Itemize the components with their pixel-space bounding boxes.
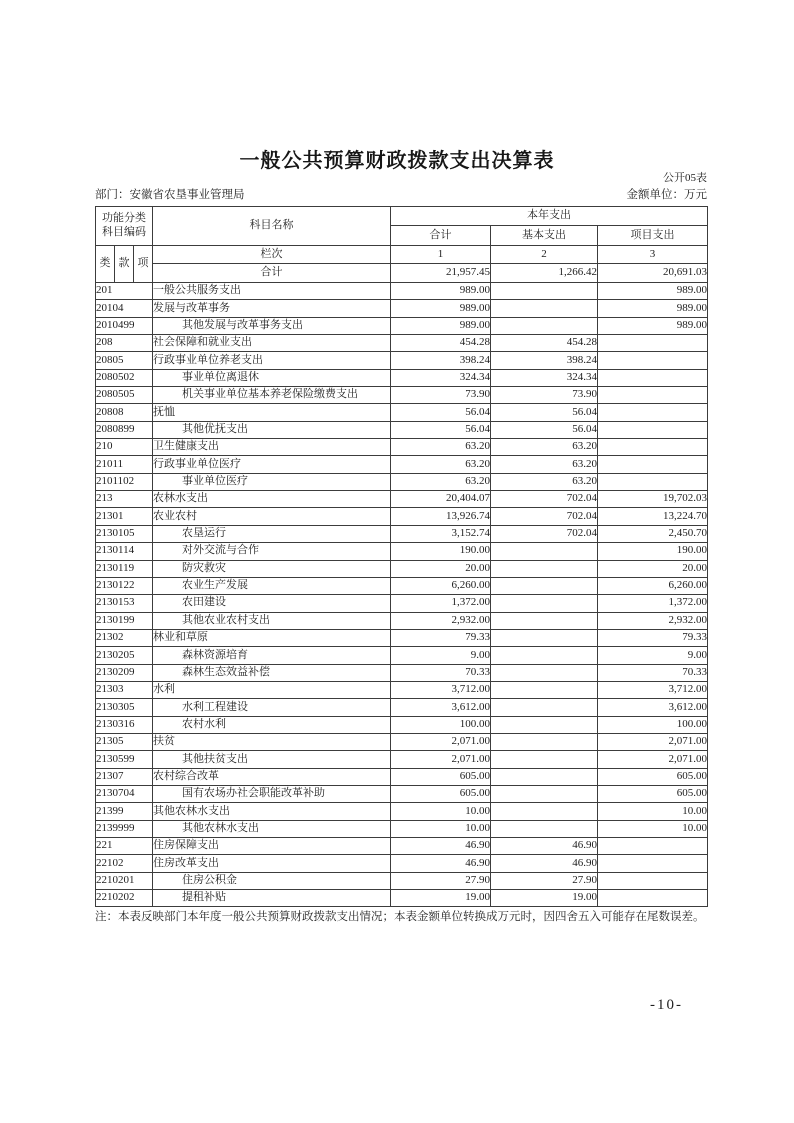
row-basic bbox=[491, 629, 598, 646]
row-project bbox=[598, 352, 708, 369]
row-project bbox=[598, 421, 708, 438]
row-project: 6,260.00 bbox=[598, 577, 708, 594]
col-project-header: 项目支出 bbox=[598, 226, 708, 246]
row-name: 水利工程建设 bbox=[153, 699, 391, 716]
row-basic: 702.04 bbox=[491, 525, 598, 542]
grand-total-project: 20,691.03 bbox=[598, 264, 708, 283]
row-name: 农村综合改革 bbox=[153, 768, 391, 785]
row-name: 防灾救灾 bbox=[153, 560, 391, 577]
row-code: 21305 bbox=[96, 733, 153, 750]
row-code: 2130205 bbox=[96, 647, 153, 664]
rank-3: 3 bbox=[598, 246, 708, 264]
header-row-3 bbox=[96, 246, 708, 264]
table-row bbox=[96, 820, 708, 837]
row-code: 20808 bbox=[96, 404, 153, 421]
table-row bbox=[96, 421, 708, 438]
row-name: 其他发展与改革事务支出 bbox=[153, 317, 391, 334]
table-row bbox=[96, 525, 708, 542]
row-project bbox=[598, 473, 708, 490]
row-name: 森林生态效益补偿 bbox=[153, 664, 391, 681]
row-project: 70.33 bbox=[598, 664, 708, 681]
rank-1: 1 bbox=[391, 246, 491, 264]
row-code: 2101102 bbox=[96, 473, 153, 490]
row-total: 3,612.00 bbox=[391, 699, 491, 716]
grand-total-row bbox=[96, 264, 708, 283]
row-code: 208 bbox=[96, 335, 153, 352]
row-total: 190.00 bbox=[391, 543, 491, 560]
row-code: 2130305 bbox=[96, 699, 153, 716]
row-basic bbox=[491, 733, 598, 750]
table-row bbox=[96, 369, 708, 386]
row-code: 2080502 bbox=[96, 369, 153, 386]
row-total: 2,071.00 bbox=[391, 733, 491, 750]
row-project bbox=[598, 838, 708, 855]
row-project: 13,224.70 bbox=[598, 508, 708, 525]
row-total: 3,712.00 bbox=[391, 681, 491, 698]
row-project: 10.00 bbox=[598, 803, 708, 820]
row-project: 9.00 bbox=[598, 647, 708, 664]
row-total: 46.90 bbox=[391, 838, 491, 855]
table-row bbox=[96, 491, 708, 508]
row-name: 行政事业单位养老支出 bbox=[153, 352, 391, 369]
table-row bbox=[96, 838, 708, 855]
row-basic: 324.34 bbox=[491, 369, 598, 386]
row-project: 605.00 bbox=[598, 768, 708, 785]
row-project: 79.33 bbox=[598, 629, 708, 646]
row-project: 100.00 bbox=[598, 716, 708, 733]
row-total: 989.00 bbox=[391, 317, 491, 334]
row-name: 行政事业单位医疗 bbox=[153, 456, 391, 473]
row-basic: 454.28 bbox=[491, 335, 598, 352]
row-basic: 63.20 bbox=[491, 456, 598, 473]
row-name: 卫生健康支出 bbox=[153, 439, 391, 456]
row-project: 989.00 bbox=[598, 283, 708, 300]
row-name: 其他扶贫支出 bbox=[153, 751, 391, 768]
table-row bbox=[96, 872, 708, 889]
page-title: 一般公共预算财政拨款支出决算表 bbox=[239, 150, 555, 172]
row-total: 100.00 bbox=[391, 716, 491, 733]
row-name: 农林水支出 bbox=[153, 491, 391, 508]
row-project: 3,612.00 bbox=[598, 699, 708, 716]
table-row bbox=[96, 439, 708, 456]
rank-label: 栏次 bbox=[153, 246, 391, 264]
row-name: 水利 bbox=[153, 681, 391, 698]
row-name: 社会保障和就业支出 bbox=[153, 335, 391, 352]
row-code: 2130114 bbox=[96, 543, 153, 560]
code-group-line1: 功能分类 bbox=[102, 212, 146, 225]
row-name: 农业生产发展 bbox=[153, 577, 391, 594]
row-name: 农村水利 bbox=[153, 716, 391, 733]
row-total: 3,152.74 bbox=[391, 525, 491, 542]
row-code: 21303 bbox=[96, 681, 153, 698]
row-code: 20104 bbox=[96, 300, 153, 317]
table-row bbox=[96, 335, 708, 352]
table-row bbox=[96, 352, 708, 369]
table-row bbox=[96, 803, 708, 820]
row-total: 63.20 bbox=[391, 439, 491, 456]
row-total: 10.00 bbox=[391, 820, 491, 837]
row-project bbox=[598, 439, 708, 456]
table-row bbox=[96, 404, 708, 421]
row-project: 2,071.00 bbox=[598, 751, 708, 768]
row-project: 2,071.00 bbox=[598, 733, 708, 750]
row-total: 19.00 bbox=[391, 890, 491, 907]
row-basic bbox=[491, 820, 598, 837]
row-total: 1,372.00 bbox=[391, 595, 491, 612]
table-row bbox=[96, 751, 708, 768]
row-total: 27.90 bbox=[391, 872, 491, 889]
row-basic bbox=[491, 664, 598, 681]
table-row bbox=[96, 681, 708, 698]
row-name: 对外交流与合作 bbox=[153, 543, 391, 560]
table-row bbox=[96, 647, 708, 664]
table-row bbox=[96, 733, 708, 750]
budget-table bbox=[95, 206, 708, 907]
table-row bbox=[96, 508, 708, 525]
row-name: 发展与改革事务 bbox=[153, 300, 391, 317]
row-total: 56.04 bbox=[391, 404, 491, 421]
row-basic: 702.04 bbox=[491, 508, 598, 525]
code-group-header bbox=[96, 207, 153, 246]
row-basic: 46.90 bbox=[491, 855, 598, 872]
row-project bbox=[598, 890, 708, 907]
row-code: 2130122 bbox=[96, 577, 153, 594]
row-project bbox=[598, 872, 708, 889]
row-total: 20,404.07 bbox=[391, 491, 491, 508]
table-row bbox=[96, 283, 708, 300]
row-basic bbox=[491, 699, 598, 716]
row-code: 2130316 bbox=[96, 716, 153, 733]
grand-total-label: 合计 bbox=[153, 264, 391, 283]
row-code: 21307 bbox=[96, 768, 153, 785]
row-name: 住房保障支出 bbox=[153, 838, 391, 855]
row-basic: 73.90 bbox=[491, 387, 598, 404]
row-code: 201 bbox=[96, 283, 153, 300]
unit-label: 金额单位：万元 bbox=[626, 189, 707, 201]
row-name: 其他农林水支出 bbox=[153, 820, 391, 837]
row-name: 森林资源培育 bbox=[153, 647, 391, 664]
row-project: 605.00 bbox=[598, 785, 708, 802]
subject-name-header: 科目名称 bbox=[153, 207, 391, 246]
row-basic bbox=[491, 681, 598, 698]
row-basic: 27.90 bbox=[491, 872, 598, 889]
row-basic: 702.04 bbox=[491, 491, 598, 508]
table-row bbox=[96, 387, 708, 404]
row-project: 1,372.00 bbox=[598, 595, 708, 612]
row-project bbox=[598, 387, 708, 404]
row-project: 2,450.70 bbox=[598, 525, 708, 542]
row-basic: 398.24 bbox=[491, 352, 598, 369]
code-class-header: 类 bbox=[96, 246, 115, 283]
row-project bbox=[598, 335, 708, 352]
row-code: 21011 bbox=[96, 456, 153, 473]
row-total: 454.28 bbox=[391, 335, 491, 352]
table-row bbox=[96, 716, 708, 733]
row-name: 农田建设 bbox=[153, 595, 391, 612]
row-code: 21301 bbox=[96, 508, 153, 525]
row-name: 抚恤 bbox=[153, 404, 391, 421]
row-basic: 63.20 bbox=[491, 439, 598, 456]
table-row bbox=[96, 612, 708, 629]
row-project: 190.00 bbox=[598, 543, 708, 560]
row-total: 10.00 bbox=[391, 803, 491, 820]
row-total: 70.33 bbox=[391, 664, 491, 681]
row-basic bbox=[491, 612, 598, 629]
code-group-line2: 科目编码 bbox=[102, 226, 146, 238]
rank-2: 2 bbox=[491, 246, 598, 264]
row-code: 21302 bbox=[96, 629, 153, 646]
row-total: 989.00 bbox=[391, 283, 491, 300]
table-row bbox=[96, 300, 708, 317]
row-code: 20805 bbox=[96, 352, 153, 369]
row-total: 989.00 bbox=[391, 300, 491, 317]
year-expense-header: 本年支出 bbox=[391, 207, 708, 226]
row-code: 2080899 bbox=[96, 421, 153, 438]
row-name: 提租补贴 bbox=[153, 890, 391, 907]
row-basic bbox=[491, 768, 598, 785]
row-total: 9.00 bbox=[391, 647, 491, 664]
table-row bbox=[96, 595, 708, 612]
row-code: 2130199 bbox=[96, 612, 153, 629]
row-basic: 19.00 bbox=[491, 890, 598, 907]
row-name: 扶贫 bbox=[153, 733, 391, 750]
row-name: 林业和草原 bbox=[153, 629, 391, 646]
row-code: 2010499 bbox=[96, 317, 153, 334]
row-code: 2210201 bbox=[96, 872, 153, 889]
row-code: 2130209 bbox=[96, 664, 153, 681]
row-basic bbox=[491, 785, 598, 802]
table-row bbox=[96, 317, 708, 334]
table-row bbox=[96, 785, 708, 802]
row-basic bbox=[491, 647, 598, 664]
code-section-header: 款 bbox=[115, 246, 134, 283]
row-basic bbox=[491, 543, 598, 560]
table-row bbox=[96, 629, 708, 646]
row-code: 2139999 bbox=[96, 820, 153, 837]
row-name: 其他农业农村支出 bbox=[153, 612, 391, 629]
row-basic bbox=[491, 751, 598, 768]
row-total: 2,932.00 bbox=[391, 612, 491, 629]
row-total: 46.90 bbox=[391, 855, 491, 872]
row-name: 其他优抚支出 bbox=[153, 421, 391, 438]
row-basic bbox=[491, 577, 598, 594]
row-code: 210 bbox=[96, 439, 153, 456]
table-row bbox=[96, 456, 708, 473]
row-project bbox=[598, 369, 708, 386]
department-label: 部门：安徽省农垦事业管理局 bbox=[95, 189, 245, 201]
row-basic bbox=[491, 300, 598, 317]
row-name: 其他农林水支出 bbox=[153, 803, 391, 820]
table-body bbox=[96, 283, 708, 907]
table-row bbox=[96, 699, 708, 716]
table-row bbox=[96, 890, 708, 907]
row-project bbox=[598, 456, 708, 473]
row-project: 3,712.00 bbox=[598, 681, 708, 698]
meta-row bbox=[95, 186, 707, 202]
grand-total-total: 21,957.45 bbox=[391, 264, 491, 283]
row-project: 10.00 bbox=[598, 820, 708, 837]
row-project bbox=[598, 404, 708, 421]
row-code: 213 bbox=[96, 491, 153, 508]
row-total: 324.34 bbox=[391, 369, 491, 386]
table-row bbox=[96, 577, 708, 594]
row-name: 一般公共服务支出 bbox=[153, 283, 391, 300]
row-project bbox=[598, 855, 708, 872]
row-total: 63.20 bbox=[391, 473, 491, 490]
row-project: 2,932.00 bbox=[598, 612, 708, 629]
row-total: 13,926.74 bbox=[391, 508, 491, 525]
row-total: 398.24 bbox=[391, 352, 491, 369]
row-total: 79.33 bbox=[391, 629, 491, 646]
row-name: 事业单位离退休 bbox=[153, 369, 391, 386]
header-row-1 bbox=[96, 207, 708, 226]
row-code: 2210202 bbox=[96, 890, 153, 907]
table-row bbox=[96, 543, 708, 560]
row-basic: 56.04 bbox=[491, 421, 598, 438]
row-name: 事业单位医疗 bbox=[153, 473, 391, 490]
row-name: 农垦运行 bbox=[153, 525, 391, 542]
row-code: 2130153 bbox=[96, 595, 153, 612]
grand-total-basic: 1,266.42 bbox=[491, 264, 598, 283]
row-name: 住房公积金 bbox=[153, 872, 391, 889]
row-project: 19,702.03 bbox=[598, 491, 708, 508]
table-code-label: 公开05表 bbox=[663, 172, 707, 184]
table-row bbox=[96, 768, 708, 785]
row-name: 机关事业单位基本养老保险缴费支出 bbox=[153, 387, 391, 404]
row-basic bbox=[491, 283, 598, 300]
row-code: 2130119 bbox=[96, 560, 153, 577]
row-basic: 63.20 bbox=[491, 473, 598, 490]
row-total: 2,071.00 bbox=[391, 751, 491, 768]
row-total: 605.00 bbox=[391, 785, 491, 802]
col-total-header: 合计 bbox=[391, 226, 491, 246]
page-number: -10- bbox=[650, 997, 683, 1013]
table-row bbox=[96, 664, 708, 681]
row-name: 国有农场办社会职能改革补助 bbox=[153, 785, 391, 802]
row-total: 605.00 bbox=[391, 768, 491, 785]
row-basic: 56.04 bbox=[491, 404, 598, 421]
row-total: 56.04 bbox=[391, 421, 491, 438]
table-row bbox=[96, 855, 708, 872]
row-basic bbox=[491, 317, 598, 334]
row-total: 73.90 bbox=[391, 387, 491, 404]
row-code: 2130105 bbox=[96, 525, 153, 542]
row-basic bbox=[491, 803, 598, 820]
row-basic bbox=[491, 560, 598, 577]
row-project: 989.00 bbox=[598, 300, 708, 317]
row-code: 2130704 bbox=[96, 785, 153, 802]
col-basic-header: 基本支出 bbox=[491, 226, 598, 246]
table-header bbox=[96, 207, 708, 283]
row-code: 2080505 bbox=[96, 387, 153, 404]
code-item-header: 项 bbox=[134, 246, 153, 283]
row-project: 989.00 bbox=[598, 317, 708, 334]
table-row bbox=[96, 473, 708, 490]
row-name: 农业农村 bbox=[153, 508, 391, 525]
row-project: 20.00 bbox=[598, 560, 708, 577]
row-name: 住房改革支出 bbox=[153, 855, 391, 872]
row-code: 221 bbox=[96, 838, 153, 855]
row-basic bbox=[491, 595, 598, 612]
row-code: 21399 bbox=[96, 803, 153, 820]
row-code: 2130599 bbox=[96, 751, 153, 768]
row-basic bbox=[491, 716, 598, 733]
footnote: 注：本表反映部门本年度一般公共预算财政拨款支出情况；本表金额单位转换成万元时，因四舍五入可能存在尾数误差。 bbox=[95, 911, 705, 923]
row-total: 6,260.00 bbox=[391, 577, 491, 594]
row-code: 22102 bbox=[96, 855, 153, 872]
row-total: 20.00 bbox=[391, 560, 491, 577]
row-total: 63.20 bbox=[391, 456, 491, 473]
row-basic: 46.90 bbox=[491, 838, 598, 855]
table-row bbox=[96, 560, 708, 577]
